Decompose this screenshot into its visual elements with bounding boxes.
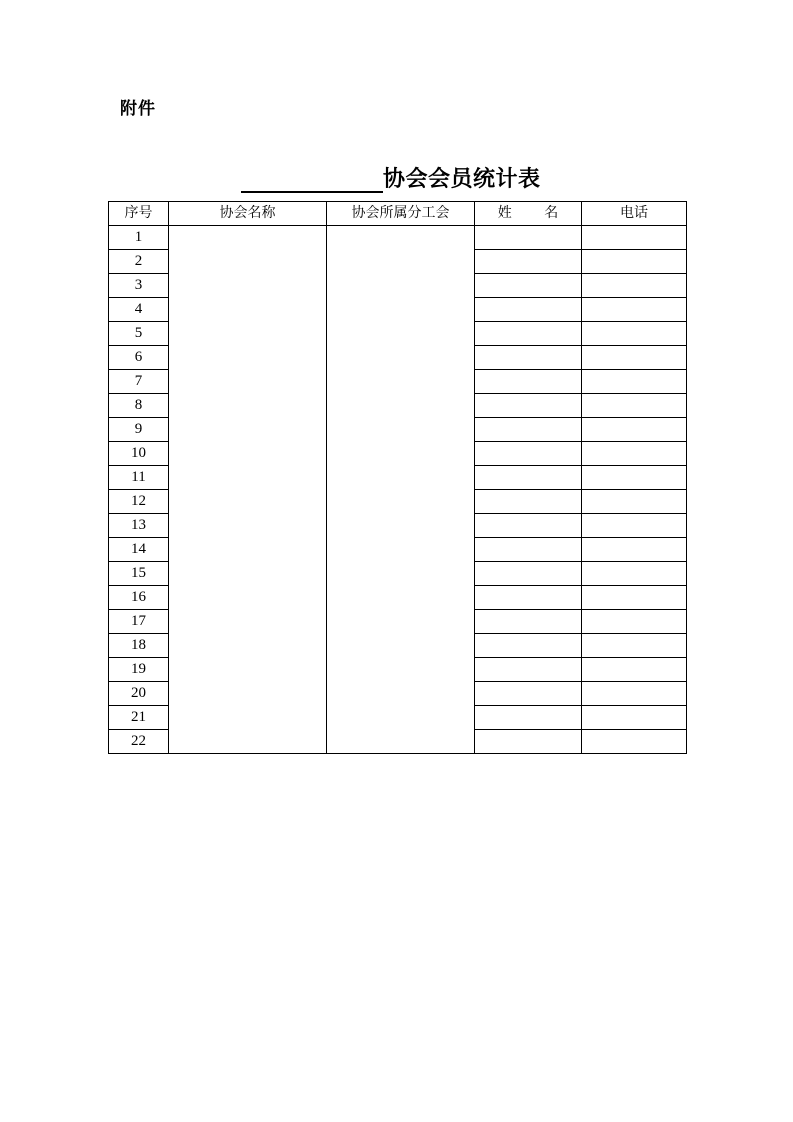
phone-cell[interactable] [582,682,687,706]
phone-cell[interactable] [582,466,687,490]
member-name-cell[interactable] [475,514,582,538]
member-name-cell[interactable] [475,226,582,250]
member-name-cell[interactable] [475,346,582,370]
member-name-cell[interactable] [475,610,582,634]
row-index-cell: 21 [109,706,169,730]
phone-cell[interactable] [582,490,687,514]
row-index-cell: 16 [109,586,169,610]
phone-cell[interactable] [582,562,687,586]
member-name-cell[interactable] [475,706,582,730]
phone-cell[interactable] [582,418,687,442]
member-name-cell[interactable] [475,370,582,394]
phone-cell[interactable] [582,538,687,562]
title-text: 协会会员统计表 [383,167,541,192]
row-index-cell: 7 [109,370,169,394]
row-index-cell: 20 [109,682,169,706]
title-blank-line [241,191,383,193]
member-name-cell[interactable] [475,682,582,706]
row-index-cell: 15 [109,562,169,586]
phone-cell[interactable] [582,274,687,298]
member-name-cell[interactable] [475,634,582,658]
association-name-cell[interactable] [169,226,327,754]
row-index-cell: 11 [109,466,169,490]
phone-cell[interactable] [582,346,687,370]
attachment-label: 附件 [120,99,156,119]
member-name-cell[interactable] [475,298,582,322]
column-header-index: 序号 [109,202,169,226]
phone-cell[interactable] [582,706,687,730]
member-name-cell[interactable] [475,658,582,682]
row-index-cell: 19 [109,658,169,682]
member-name-cell[interactable] [475,490,582,514]
member-name-cell[interactable] [475,442,582,466]
row-index-cell: 1 [109,226,169,250]
phone-cell[interactable] [582,442,687,466]
row-index-cell: 22 [109,730,169,754]
member-name-cell[interactable] [475,538,582,562]
row-index-cell: 8 [109,394,169,418]
table-body [109,226,687,754]
phone-cell[interactable] [582,394,687,418]
row-index-cell: 18 [109,634,169,658]
column-header-association-name: 协会名称 [169,202,327,226]
branch-union-cell[interactable] [327,226,475,754]
phone-cell[interactable] [582,730,687,754]
phone-cell[interactable] [582,370,687,394]
member-name-cell[interactable] [475,322,582,346]
column-header-branch-union: 协会所属分工会 [327,202,475,226]
table-header-row [109,202,687,226]
row-index-cell: 3 [109,274,169,298]
member-name-cell[interactable] [475,418,582,442]
row-index-cell: 10 [109,442,169,466]
row-index-cell: 4 [109,298,169,322]
row-index-cell: 14 [109,538,169,562]
row-index-cell: 13 [109,514,169,538]
form-title [0,164,793,196]
member-name-cell[interactable] [475,250,582,274]
member-name-cell[interactable] [475,562,582,586]
column-header-phone: 电话 [582,202,687,226]
phone-cell[interactable] [582,586,687,610]
phone-cell[interactable] [582,322,687,346]
phone-cell[interactable] [582,298,687,322]
phone-cell[interactable] [582,514,687,538]
row-index-cell: 12 [109,490,169,514]
row-index-cell: 17 [109,610,169,634]
row-index-cell: 6 [109,346,169,370]
row-index-cell: 5 [109,322,169,346]
member-name-cell[interactable] [475,730,582,754]
row-index-cell: 2 [109,250,169,274]
member-name-cell[interactable] [475,274,582,298]
member-name-cell[interactable] [475,586,582,610]
row-index-cell: 9 [109,418,169,442]
column-header-name: 姓 名 [475,202,582,226]
table-row [109,226,687,250]
member-name-cell[interactable] [475,466,582,490]
member-statistics-table [108,201,687,754]
phone-cell[interactable] [582,226,687,250]
phone-cell[interactable] [582,250,687,274]
member-name-cell[interactable] [475,394,582,418]
phone-cell[interactable] [582,658,687,682]
phone-cell[interactable] [582,634,687,658]
phone-cell[interactable] [582,610,687,634]
